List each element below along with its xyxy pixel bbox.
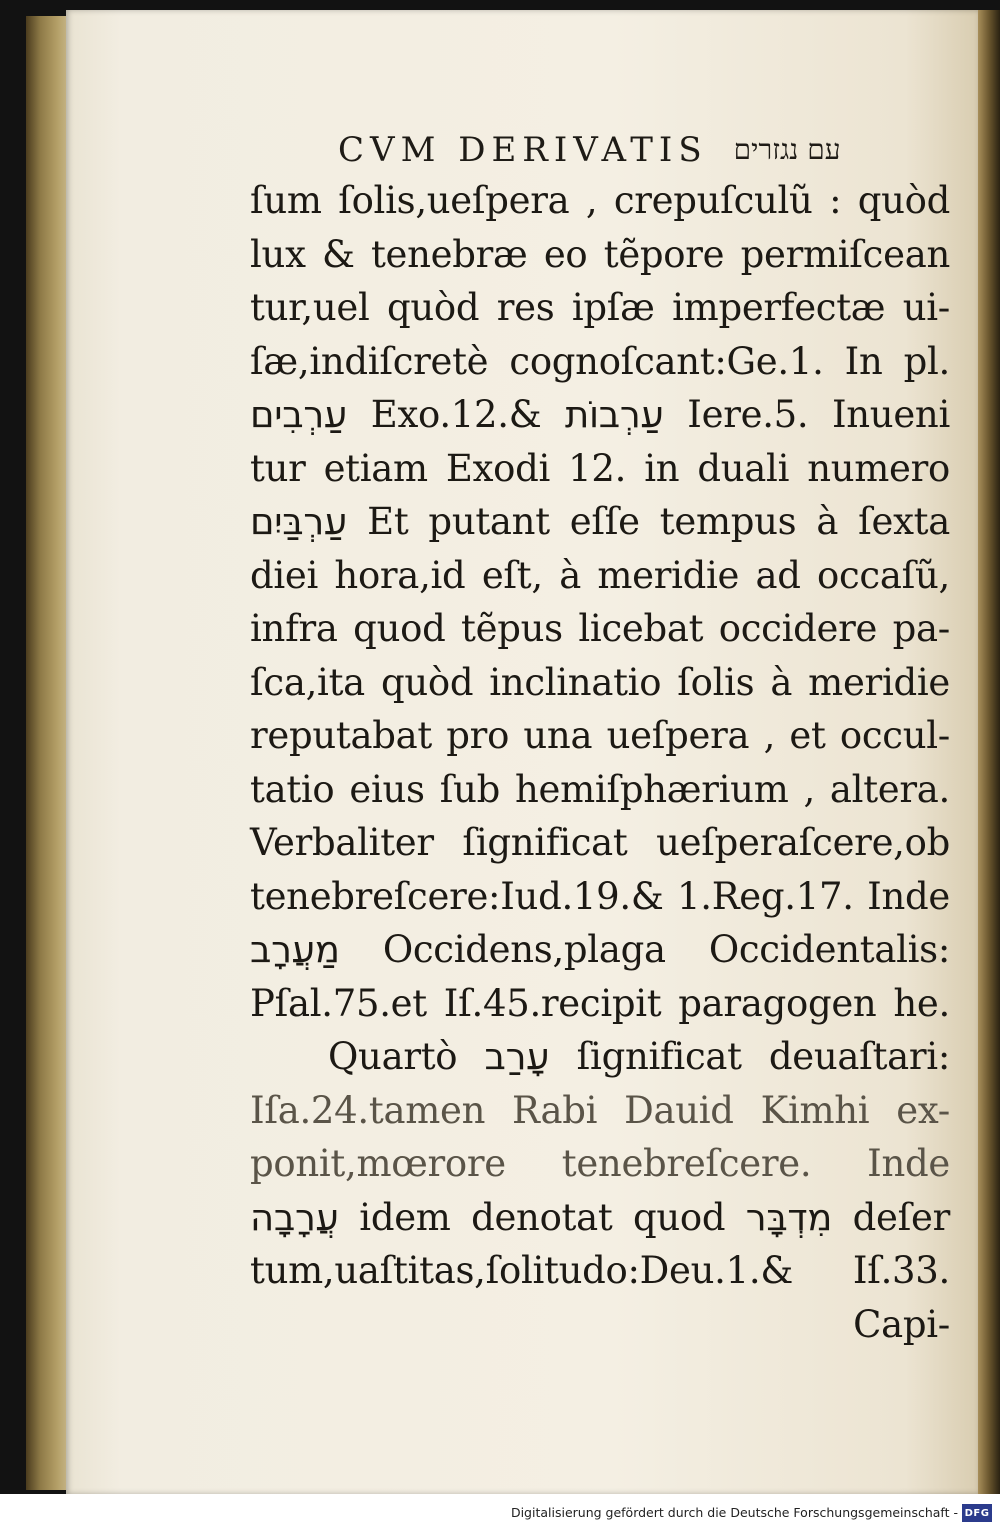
hebrew-word: עָרַב (484, 1035, 550, 1078)
text-line: tur etiam Exodi 12. in duali numero (250, 446, 950, 490)
text-line: עֲרָבָה idem denotat quod מִדְבָּר deſer (250, 1195, 951, 1239)
text-line: tatio eius ſub hemiſphærium , altera. (250, 767, 950, 811)
hebrew-word: עַרְבִים (250, 393, 348, 436)
hebrew-word: עַרְבוֹת (564, 393, 664, 436)
hebrew-word: מִדְבָּר (745, 1195, 833, 1239)
book-edge-right (978, 10, 1000, 1494)
text-line: tur,uel quòd res ipſæ imperfectæ ui- (250, 286, 950, 329)
text-line: tenebreſcere:Iud.19.& 1.Reg.17. Inde (250, 874, 950, 918)
hebrew-word: עַרְבַּיִם (250, 500, 348, 543)
body-text (250, 174, 950, 1351)
text-line: ſæ,indiſcretè cognoſcant:Ge.1. In pl. (250, 339, 950, 383)
text-line: ſca,ita quòd inclinatio ſolis à meridie (250, 660, 950, 704)
dfg-logo: DFG (962, 1504, 992, 1522)
text-line: Pſal.75.et Iſ.45.recipit paragogen he. (250, 981, 950, 1025)
catchword: Capi- (853, 1302, 950, 1346)
text-line: עַרְבִים Exo.12.& עַרְבוֹת Iere.5. Inueni (250, 393, 950, 436)
text-line: diei hora,id eſt, à meridie ad occaſũ, (250, 553, 950, 597)
text-line: מַעֲרָב Occidens,plaga Occidentalis: (250, 928, 951, 971)
text-line: ponit,mœrore tenebreſcere. Inde (250, 1142, 950, 1185)
digitization-credit: Digitalisierung gefördert durch die Deutsche Forschungsgemeinschaft - (510, 1505, 958, 1520)
hebrew-word: עֲרָבָה (250, 1195, 339, 1239)
text-line: Iſa.24.tamen Rabi Dauid Kimhi ex- (250, 1088, 950, 1132)
hebrew-title: עם נגזרים (733, 133, 841, 166)
text-line: Verbaliter ſignificat ueſperaſcere,ob (250, 821, 950, 864)
text-line: reputabat pro una ueſpera , et occul- (250, 714, 950, 757)
running-header (338, 128, 878, 172)
text-line: ſum ſolis,ueſpera , crepuſculũ : quòd (250, 179, 950, 222)
text-line: infra quod tẽpus licebat occidere pa- (250, 607, 950, 650)
text-line: lux & tenebræ eo tẽpore permiſcean (250, 232, 950, 276)
text-line: Quartò עָרַב ſignificat deuaſtari: (328, 1035, 950, 1078)
running-title: CVM DERIVATIS (338, 130, 708, 170)
text-line: tum,uaſtitas,ſolitudo:Deu.1.& Iſ.33. (250, 1249, 950, 1292)
hebrew-word: מַעֲרָב (250, 928, 340, 971)
text-line: עַרְבַּיִם Et putant eſſe tempus à ſexta (250, 500, 950, 543)
